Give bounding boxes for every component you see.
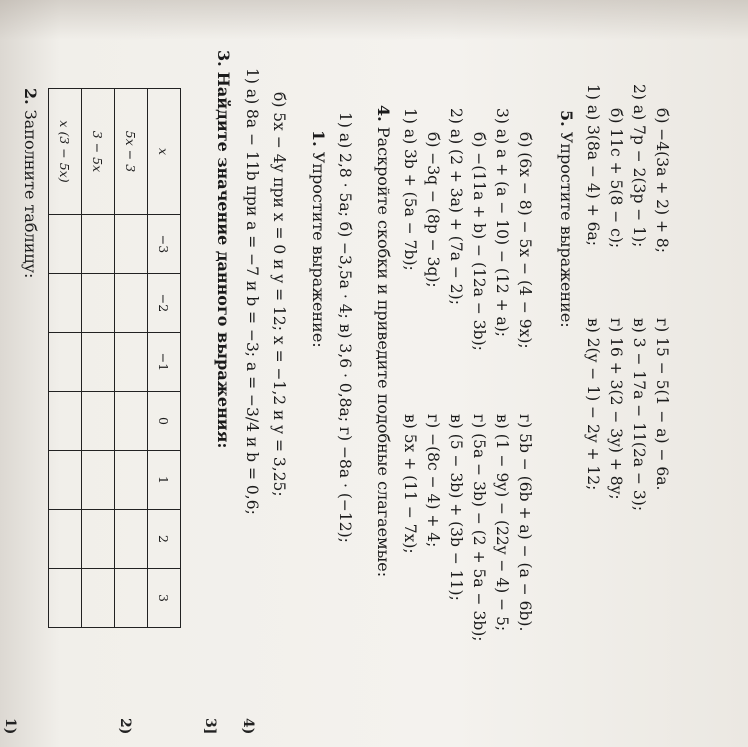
- task3-title-text: Найдите значение данного выражения:: [214, 71, 233, 449]
- task1-title: [309, 130, 328, 348]
- table-cell-empty: [82, 392, 115, 451]
- task4-title-text: Раскройте скобки и приведите подобные слагаемые:: [374, 126, 393, 578]
- table-cell-empty: [82, 510, 115, 569]
- task3-number: 3.: [214, 50, 233, 67]
- task5-left-1: 1) а) 3(8a − 4) + 6a;: [584, 84, 602, 246]
- edge-mark: 4): [240, 718, 256, 735]
- edge-mark: 1): [2, 718, 18, 735]
- task4-right-4: г) (5a − 3b) − (2 + 5a − 3b);: [470, 414, 488, 642]
- table-cell-x: −3: [148, 215, 181, 274]
- table-cell-x: 1: [148, 451, 181, 510]
- task4-right-2: г) −(8c − 4) + 4;: [424, 414, 442, 548]
- task4-number: 4.: [374, 105, 393, 122]
- table-cell-empty: [115, 569, 148, 628]
- table-header-5x-minus-3: 5x − 3: [115, 89, 148, 215]
- task5-right-3: в) 3 − 17a − 11(2a − 3);: [630, 318, 648, 512]
- table-cell-empty: [82, 274, 115, 333]
- table-cell-empty: [115, 510, 148, 569]
- table-cell-x: 3: [148, 569, 181, 628]
- table-cell-empty: [49, 569, 82, 628]
- task3-line-1: 1) а) 8a − 11b при a = −7 и b = −3; a = −3/4 и b = 0,6;: [243, 68, 261, 515]
- task5-number: 5.: [557, 110, 576, 127]
- task4-right-5: в) (1 − 9y) − (22y − 4) − 5;: [493, 414, 511, 632]
- task4-left-1: 1) а) 3b + (5a − 7b);: [401, 108, 419, 271]
- task4-left-2: б) −3q − (8p − 3q);: [424, 132, 442, 288]
- table-header-x: x: [148, 89, 181, 215]
- task4-left-6: б) (6x − 8) − 5x − (4 − 9x);: [516, 132, 534, 349]
- table-cell-empty: [49, 392, 82, 451]
- task4-right-3: в) (5 − 3b) + (3b − 11);: [447, 414, 465, 601]
- task5-left-4: б) −4(3a + 2) + 8;: [653, 108, 671, 253]
- table-row: [148, 89, 181, 628]
- table-cell-empty: [49, 215, 82, 274]
- table-header-x-times: x (3 − 5x): [49, 89, 82, 215]
- table-cell-empty: [49, 274, 82, 333]
- task5-right-2: г) 16 + 3(2 − 3y) + 8y;: [607, 318, 625, 500]
- task1-title-text: Упростите выражение:: [309, 151, 328, 348]
- table-cell-empty: [115, 215, 148, 274]
- task5-right-1: в) 2(y − 1) − 2y + 12;: [584, 318, 602, 491]
- task5-title: [557, 110, 576, 328]
- table-cell-x: 0: [148, 392, 181, 451]
- edge-mark: 2): [117, 718, 133, 735]
- table-cell-empty: [82, 569, 115, 628]
- table-cell-empty: [82, 451, 115, 510]
- task4-title: [374, 105, 393, 577]
- table-cell-empty: [115, 274, 148, 333]
- task4-right-6: г) 5b − (6b + a) − (a − 6b).: [516, 414, 534, 632]
- table-cell-x: −1: [148, 333, 181, 392]
- task2-title-text: Заполните таблицу:: [21, 109, 40, 279]
- table-cell-empty: [82, 215, 115, 274]
- table-header-3-minus-5x: 3 − 5x: [82, 89, 115, 215]
- edge-mark: 3]: [202, 718, 218, 735]
- task2-number: 2.: [21, 88, 40, 105]
- task1-line-1: 1) а) 2,8 · 5a; б) −3,5a · 4; в) 3,6 · 0,8a; г) −8a · (−12);: [336, 112, 354, 543]
- task4-right-1: в) 5x + (11 − 7x);: [401, 414, 419, 554]
- task5-left-2: б) 11c + 5(8 − c);: [607, 108, 625, 249]
- task1-number: 1.: [309, 130, 328, 147]
- task4-left-4: б) −(11a + b) − (12a − 3b);: [470, 132, 488, 351]
- table-cell-empty: [115, 451, 148, 510]
- task2-title: [21, 88, 40, 278]
- values-table: [48, 88, 181, 628]
- table-cell-x: −2: [148, 274, 181, 333]
- task4-left-3: 2) а) (2 + 3a) + (7a − 2);: [447, 108, 465, 305]
- task5-title-text: Упростите выражение:: [557, 131, 576, 328]
- table-cell-empty: [115, 333, 148, 392]
- task3-line-2: б) 5x − 4y при x = 0 и y = 12; x = −1,2 и y = 3,25;: [270, 92, 288, 497]
- table-cell-empty: [49, 451, 82, 510]
- table-row: [49, 89, 82, 628]
- task5-right-4: г) 15 − 5(1 − a) − 6a.: [653, 318, 671, 491]
- table-cell-empty: [115, 392, 148, 451]
- table-row: [82, 89, 115, 628]
- table-cell-empty: [49, 510, 82, 569]
- task4-left-5: 3) а) a + (a − 10) − (12 + a);: [493, 108, 511, 337]
- table-cell-empty: [49, 333, 82, 392]
- task3-title: [214, 50, 233, 448]
- table-row: [115, 89, 148, 628]
- task5-left-3: 2) а) 7p − 2(3p − 1);: [630, 84, 648, 248]
- table-cell-empty: [82, 333, 115, 392]
- table-cell-x: 2: [148, 510, 181, 569]
